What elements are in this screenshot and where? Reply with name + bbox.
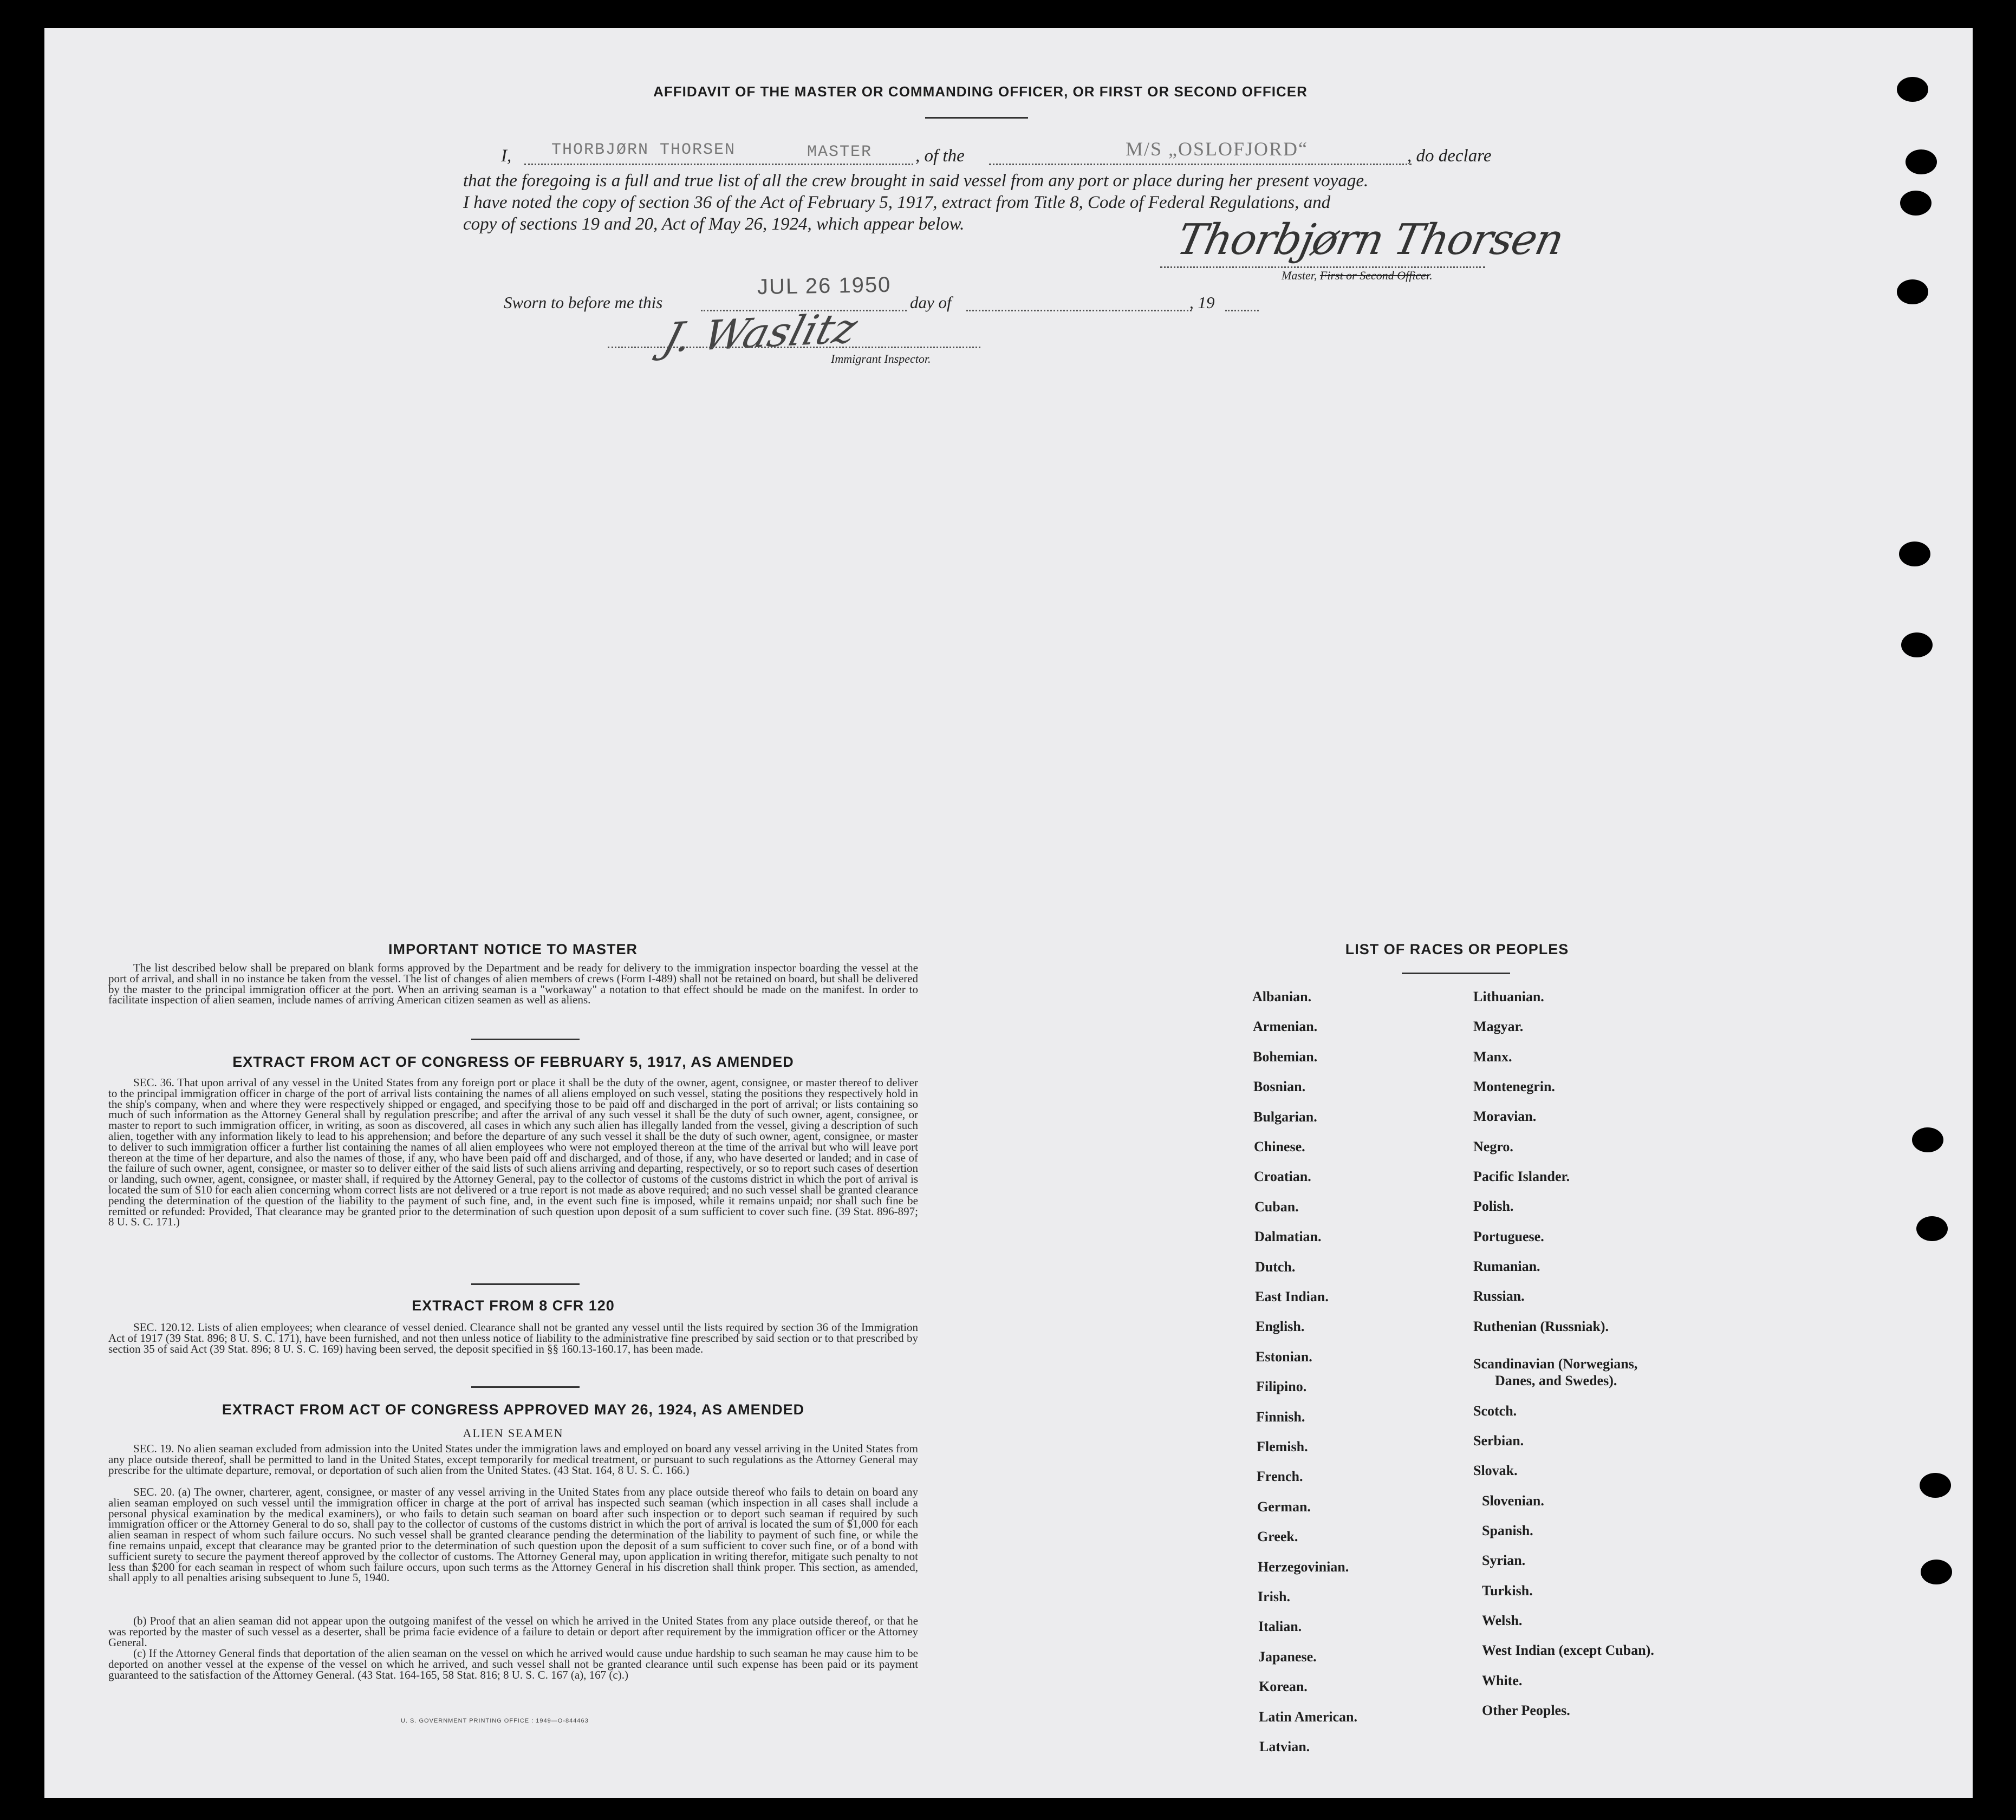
race-item: Russian. [1473,1288,1525,1304]
signature-caption: Master, First or Second Officer. [1282,269,1433,282]
extract-1917-title: EXTRACT FROM ACT OF CONGRESS OF FEBRUARY 5, 1917, AS AMENDED [232,1054,794,1070]
race-item: Slovenian. [1482,1493,1544,1509]
race-item: Moravian. [1473,1108,1537,1124]
race-item: Ruthenian (Russniak). [1473,1319,1609,1334]
race-item: Negro. [1473,1139,1513,1154]
race-item: Latin American. [1259,1708,1357,1725]
sworn-date-stamp: JUL 26 1950 [757,272,892,299]
race-item: Bosnian. [1253,1079,1306,1095]
day-of-label: day of [910,293,952,312]
races-title: LIST OF RACES OR PEOPLES [1345,941,1569,957]
race-item: Portuguese. [1473,1229,1544,1244]
affidavit-i-label: I, [501,146,512,166]
extract-1924-sec20c: (c) If the Attorney General finds that deportation of the alien seaman on the vessel on which he arrived would cause undue hardship to such seaman he may cause him to be deported on another vessel at the expense of the vessel on which he arrived, and such vessel shall not be granted clearance until such expense has been paid or its payment guaranteed to the satisfaction of the Attorney General. (43 Stat. 164-165, 58 Stat. 816; 8 U. S. C. 167 (a), 167 (c).) [108,1647,918,1681]
race-item: German. [1257,1498,1311,1515]
year-prefix: , 19 [1189,293,1215,312]
race-item: Finnish. [1256,1408,1305,1425]
race-item: Montenegrin. [1473,1079,1555,1094]
signature-line [1160,266,1485,268]
race-item: Scandinavian (Norwegians, [1473,1356,1638,1372]
extract-cfr-title: EXTRACT FROM 8 CFR 120 [412,1297,615,1314]
signature-caption-struck: First or Second Officer [1319,269,1430,282]
extract-1917-text: SEC. 36. That upon arrival of any vessel in the United States from any foreign port or place it shall be the duty of the owner, agent, consignee, or master thereof to deliver to the principal immigration officer in charge of the port of arrival lists containing the names of all aliens employed on such vessel, stating the positions they respectively hold in the ship's company, when and where they were respectively shipped or engaged, and specifying those to be paid off and discharged in the port of arrival; or lists containing so much of such information as the Attorney General shall by regulation prescribe; and after the arrival of any such vessel it shall be the duty of such owner, agent, consignee, or master to report to such immigration officer, in writing, as soon as discovered, all cases in which any such alien has illegally landed from the vessel, giving a description of such alien, together with any information likely to lead to his apprehension; and before the departure of any such vessel it shall be the duty of such owner, agent, consignee, or master to deliver to such immigration officer a further list containing the names of all alien employees who were not employed thereon at the time of the arrival but who will leave port thereon at the time of her departure, and also the names of those, if any, who have been paid off and discharged, and of those, if any, who have deserted or landed; and in case of the failure of such owner, agent, consignee, or master so to deliver either of the said lists of such aliens arriving and departing, respectively, or so to report such cases of desertion or landing, such owner, agent, consignee, or master shall, if required by the Attorney General, pay to the collector of customs of the customs district in which the port of arrival is located the sum of $10 for each alien concerning whom correct lists are not delivered or a true report is not made as above required; and no such vessel shall be granted clearance pending the determination of the question of the liability to the payment of such fine, and, in the event such fine is imposed, while it remains unpaid; nor shall such fine be remitted or refunded: Provided, That clearance may be granted prior to the determination of such question upon deposit of a sum sufficient to cover such fine. (39 Stat. 896-897; 8 U. S. C. 171.) [108,1076,918,1229]
punch-hole [1901,632,1933,657]
punch-hole [1916,1216,1948,1241]
race-item: Manx. [1473,1049,1512,1065]
affidavit-do-declare: , do declare [1407,146,1492,166]
race-item: Turkish. [1482,1583,1533,1599]
race-item: Danes, and Swedes). [1495,1373,1617,1388]
year-blank [1225,310,1259,311]
race-item: Rumanian. [1473,1258,1540,1274]
race-item: English. [1256,1319,1305,1335]
master-name: THORBJØRN THORSEN [551,141,736,159]
affidavit-line-4: copy of sections 19 and 20, Act of May 26, 1924, which appear below. [463,214,965,234]
affidavit-of-the: , of the [915,146,965,166]
extract-1924-title: EXTRACT FROM ACT OF CONGRESS APPROVED MAY 26, 1924, AS AMENDED [222,1401,805,1418]
extract-1924-sec19: SEC. 19. No alien seaman excluded from admission into the United States under the immigration laws and employed on board any vessel arriving in the United States from any place outside thereof, shall be permitted to land in the United States, except temporarily for medical treatment, or pursuant to such regulations as the Attorney General may prescribe for the ultimate departure, removal, or deportation of such alien from the United States. (43 Stat. 164, 8 U. S. C. 166.) [108,1442,918,1477]
affidavit-title: AFFIDAVIT OF THE MASTER OR COMMANDING OFFICER, OR FIRST OR SECOND OFFICER [653,83,1308,100]
race-item: Latvian. [1259,1739,1310,1754]
race-item: Croatian. [1254,1169,1311,1185]
extract-cfr-text: SEC. 120.12. Lists of alien employees; when clearance of vessel denied. Clearance shall not be granted any vessel until the lists required by section 36 of the Immigration Act of 1917 (39 Stat. 896; 8 U. S. C. 171), have been furnished, and not then unless notice of liability to the administrative fine prescribed by said section or to that prescribed by section 35 of said Act (39 Stat. 896; 8 U. S. C. 169) having been served, the deposit specified in §§ 160.13-160.17, has been made. [108,1321,918,1355]
inspector-signature: J. Waslitz [658,303,863,362]
race-item: Japanese. [1258,1648,1317,1665]
signature-caption-master: Master, [1282,269,1320,282]
punch-hole [1899,542,1930,566]
race-item: Armenian. [1253,1019,1318,1035]
race-item: Dutch. [1255,1258,1296,1275]
race-item: Scotch. [1473,1403,1517,1419]
race-item: Irish. [1258,1589,1290,1604]
race-item: Pacific Islander. [1473,1169,1570,1184]
name-blank [524,164,913,165]
race-item: French. [1257,1469,1303,1485]
race-item: Greek. [1257,1529,1298,1545]
race-item: Bulgarian. [1253,1108,1317,1125]
title-divider [925,117,1028,119]
vessel-name: M/S „OSLOFJORD“ [1126,138,1309,160]
month-blank [966,310,1192,311]
race-item: Albanian. [1252,989,1312,1004]
inspector-line [608,347,980,348]
race-item: Slovak. [1473,1463,1518,1478]
race-item: Bohemian. [1253,1048,1318,1065]
race-item: Dalmatian. [1254,1229,1322,1245]
race-item: Flemish. [1257,1439,1308,1454]
extract-1924-sec20b: (b) Proof that an alien seaman did not appear upon the outgoing manifest of the vessel on which he arrived in the United States from any place outside thereof, or that he was reported by the master of such vessel as a deserter, shall be prima facie evidence of a failure to detain or deport after requirement by the immigration officer or the Attorney General. [108,1614,918,1649]
notice-text: The list described below shall be prepared on blank forms approved by the Department and be ready for delivery to the immigration inspector boarding the vessel at the port of arrival, and shall in no instance be taken from the vessel. The list of changes of alien members of crews (Form I-489) shall not be retained on board, but shall be delivered by the master to the principal immigration officer at the port. When an arriving seaman is a "workaway" a notation to that effect should be made on the manifest. In order to facilitate inspection of alien seamen, include names of arriving American citizen seamen as well as aliens. [108,961,918,1007]
master-signature: Thorbjørn Thorsen [1173,216,1568,264]
printer-imprint: U. S. GOVERNMENT PRINTING OFFICE : 1949—O-844463 [401,1718,589,1724]
vessel-blank [989,164,1412,165]
notice-title: IMPORTANT NOTICE TO MASTER [388,941,638,957]
punch-hole [1900,191,1932,216]
race-item: Syrian. [1482,1552,1526,1568]
divider [471,1283,580,1285]
extract-1924-sec20a: SEC. 20. (a) The owner, charterer, agent, consignee, or master of any vessel arriving in the United States from any place outside thereof who fails to detain on board any alien seaman employed on such vessel until the immigration officer in charge at the port of arrival has inspected such seaman (which inspection in all cases shall include a personal physical examination by the medical examiners), or who fails to detain such seaman on board after such inspection or to deport such seaman if required by such immigration officer or the Attorney General to do so, shall pay to the collector of customs of the customs district in which the port of arrival is located the sum of $1,000 for each alien seaman in respect of whom such failure occurs. No such vessel shall be granted clearance pending the determination of the liability to payment of such fine, or while the fine remains unpaid, except that clearance may be granted prior to the determination of such question upon the deposit of a sum sufficient to cover such fine, or of a bond with sufficient surety to secure the payment thereof approved by the collector of customs. The Attorney General may, upon application in writing therefor, mitigate such penalty to not less than $200 for each seaman in respect of whom such failure occurs, upon such terms as the Attorney General in his discretion shall think proper. This section, as amended, shall apply to all penalties arising subsequent to June 5, 1940. [108,1485,918,1584]
race-item: Italian. [1258,1619,1302,1635]
punch-hole [1912,1127,1943,1152]
race-item: Welsh. [1482,1613,1523,1628]
race-item: Filipino. [1256,1379,1307,1395]
affidavit-line-3: I have noted the copy of section 36 of the Act of February 5, 1917, extract from Title 8, Code of Federal Regulations, and [463,193,1331,212]
race-item: Magyar. [1473,1019,1524,1034]
extract-1924-subtitle: ALIEN SEAMEN [463,1426,564,1440]
race-item: Cuban. [1254,1198,1299,1215]
race-item: Lithuanian. [1473,989,1544,1004]
inspector-label: Immigrant Inspector. [831,352,931,366]
punch-hole [1897,279,1928,304]
race-item: Estonian. [1256,1348,1312,1365]
races-divider [1402,973,1510,974]
race-item: Spanish. [1482,1523,1533,1538]
divider [471,1039,580,1040]
master-rank: MASTER [807,143,873,161]
race-item: Serbian. [1473,1433,1524,1449]
race-item: West Indian (except Cuban). [1482,1642,1654,1658]
race-item: Chinese. [1254,1139,1305,1154]
affidavit-line-2: that the foregoing is a full and true list of all the crew brought in said vessel from any port or place during her present voyage. [463,171,1369,191]
divider [471,1386,580,1388]
race-item: Polish. [1473,1198,1514,1214]
punch-hole [1921,1560,1952,1584]
punch-hole [1897,77,1928,102]
punch-hole [1920,1473,1951,1498]
punch-hole [1906,149,1937,174]
race-item: Korean. [1259,1679,1308,1695]
sworn-label: Sworn to before me this [504,293,663,312]
race-item: East Indian. [1255,1289,1329,1304]
race-item: Herzegovinian. [1258,1558,1349,1575]
race-item: Other Peoples. [1482,1702,1570,1718]
race-item: White. [1482,1673,1523,1688]
